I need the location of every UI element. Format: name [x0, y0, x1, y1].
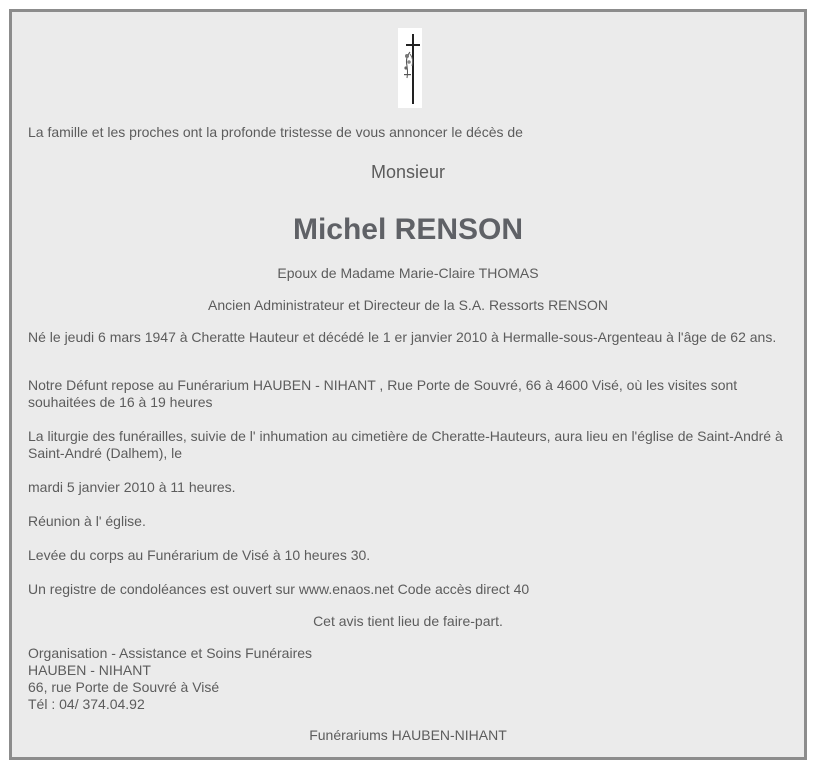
organisation-block: [28, 645, 788, 713]
levee-text: Levée du corps au Funérarium de Visé à 10 heures 30.: [28, 547, 371, 563]
cross-with-flowers-icon: [398, 28, 422, 108]
honorific: Monsieur: [370, 162, 446, 182]
footer-text: Funérariums HAUBEN-NIHANT: [309, 727, 507, 743]
intro-text: La famille et les proches ont la profonde tristesse de vous annoncer le décès de: [28, 124, 523, 140]
deceased-name: Michel RENSON: [292, 213, 524, 246]
organisation-phone: Tél : 04/ 374.04.92: [28, 696, 145, 712]
birth-death-text: Né le jeudi 6 mars 1947 à Cheratte Hauteur et décédé le 1 er janvier 2010 à Hermalle-sous-Argenteau à l'âge de 62 ans.: [28, 329, 777, 345]
organisation-name: HAUBEN - NIHANT: [28, 662, 151, 678]
liturgy-text: La liturgie des funérailles, suivie de l' inhumation au cimetière de Cheratte-Hauteurs, aura lieu en l'église de Saint-André à Saint-André (Dalhem), le: [28, 428, 783, 461]
spouse-text: Epoux de Madame Marie-Claire THOMAS: [277, 265, 539, 281]
ceremony-date: mardi 5 janvier 2010 à 11 heures.: [28, 479, 236, 495]
rest-location-text: Notre Défunt repose au Funérarium HAUBEN - NIHANT , Rue Porte de Souvré, 66 à 4600 Visé, où les visites sont souhaitées de 16 à 19 heures: [28, 377, 738, 410]
obituary-card: [9, 9, 807, 760]
faire-part-text: Cet avis tient lieu de faire-part.: [313, 613, 503, 629]
meeting-text: Réunion à l' église.: [28, 513, 146, 529]
organisation-address: 66, rue Porte de Souvré à Visé: [28, 679, 220, 695]
registry-text: Un registre de condoléances est ouvert sur www.enaos.net Code accès direct 40: [28, 581, 530, 597]
role-text: Ancien Administrateur et Directeur de la S.A. Ressorts RENSON: [208, 297, 608, 313]
organisation-line: Organisation - Assistance et Soins Funéraires: [28, 645, 313, 661]
